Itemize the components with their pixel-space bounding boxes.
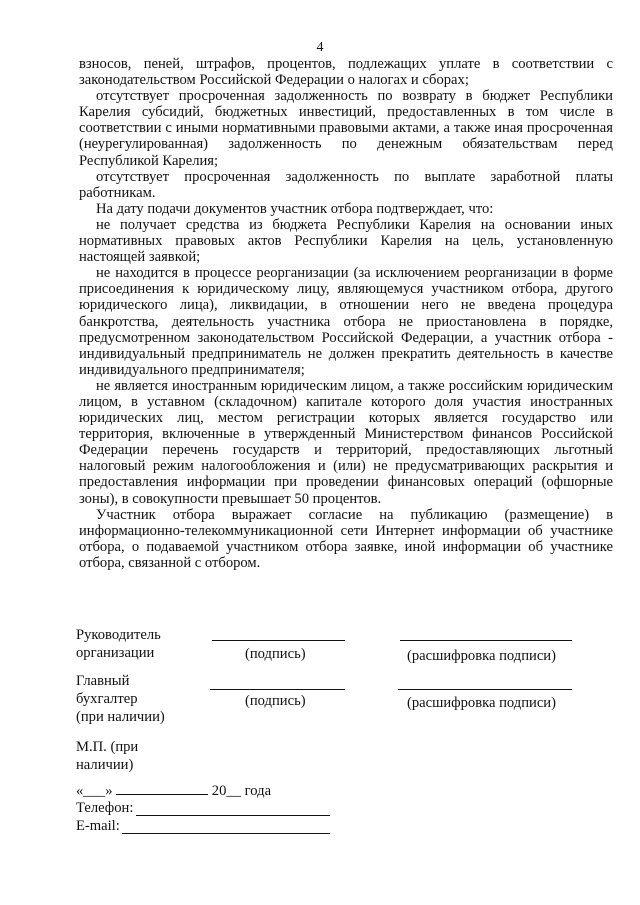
paragraph: взносов, пеней, штрафов, процентов, подлежащих уплате в соответствии с законодательством Российской Федерации о налогах и сборах; <box>79 56 613 89</box>
page-number: 4 <box>316 40 324 55</box>
phone-label: Телефон: <box>76 800 134 816</box>
accountant-label-line-2: бухгалтер <box>76 691 138 707</box>
paragraph: Участник отбора выражает согласие на публикацию (размещение) в информационно-телекоммуникационной сети Интернет информации об участнике отбора, о подаваемой участником отбора заявке, иной информации об участнике отбора, связанной с отбором. <box>79 506 613 571</box>
date-day: «___» <box>76 783 113 799</box>
accountant-signature-caption: (подпись) <box>245 693 306 709</box>
accountant-label-line-3: (при наличии) <box>76 709 165 725</box>
head-decoding-caption: (расшифровка подписи) <box>407 648 556 664</box>
accountant-label-line-1: Главный <box>76 673 130 689</box>
head-decoding-line <box>400 640 572 641</box>
stamp-label-line-1: М.П. (при <box>76 739 139 755</box>
head-label-line-2: организации <box>76 645 155 661</box>
email-label: E-mail: <box>76 818 120 834</box>
date-year-prefix: 20__ <box>211 783 241 799</box>
date-year-suffix: года <box>244 783 272 799</box>
date-month-blank <box>116 782 208 795</box>
paragraph: отсутствует просроченная задолженность по выплате заработной платы работникам. <box>79 168 613 201</box>
head-signature-caption: (подпись) <box>245 646 306 662</box>
accountant-decoding-line <box>398 689 572 690</box>
document-body <box>79 56 613 571</box>
paragraph: отсутствует просроченная задолженность по возврату в бюджет Республики Карелия субсидий, бюджетных инвестиций, предоставленных в том числе в соответствии с иными нормативными правовыми актами, а также иная просроченная (неурегулированная) задолженность по денежным обязательствам перед Республикой Карелия; <box>79 88 613 169</box>
accountant-signature-line <box>210 689 345 690</box>
paragraph: не находится в процессе реорганизации (за исключением реорганизации в форме присоединения к юридическому лицу, являющемуся участником отбора, другого юридического лица), ликвидации, в отношении него не введена процедура банкротства, деятельность участника отбора не приостановлена в порядке, предусмотренном законодательством Российской Федерации, а участник отбора - индивидуальный предприниматель не должен прекратить деятельность в качестве индивидуального предпринимателя; <box>79 265 613 378</box>
phone-blank <box>136 815 330 816</box>
accountant-decoding-caption: (расшифровка подписи) <box>407 695 556 711</box>
paragraph: не является иностранным юридическим лицом, а также российским юридическим лицом, в уставном (складочном) капитале которого доля участия иностранных юридических лиц, местом регистрации которых является государство или территория, включенные в утвержденный Министерством финансов Российской Федерации перечень государств и территорий, предоставляющих льготный налоговый режим налогообложения и (или) не предусматривающих раскрытия и предоставления информации при проведении финансовых операций (офшорные зоны), в совокупности превышает 50 процентов. <box>79 377 613 507</box>
head-signature-line <box>212 640 345 641</box>
date-line <box>76 782 271 800</box>
paragraph: На дату подачи документов участник отбора подтверждает, что: <box>96 200 494 217</box>
email-blank <box>122 833 330 834</box>
paragraph: не получает средства из бюджета Республики Карелия на основании иных нормативных правовых актов Республики Карелия на цель, установленную настоящей заявкой; <box>79 216 613 266</box>
stamp-label-line-2: наличии) <box>76 757 134 773</box>
head-label-line-1: Руководитель <box>76 627 161 643</box>
